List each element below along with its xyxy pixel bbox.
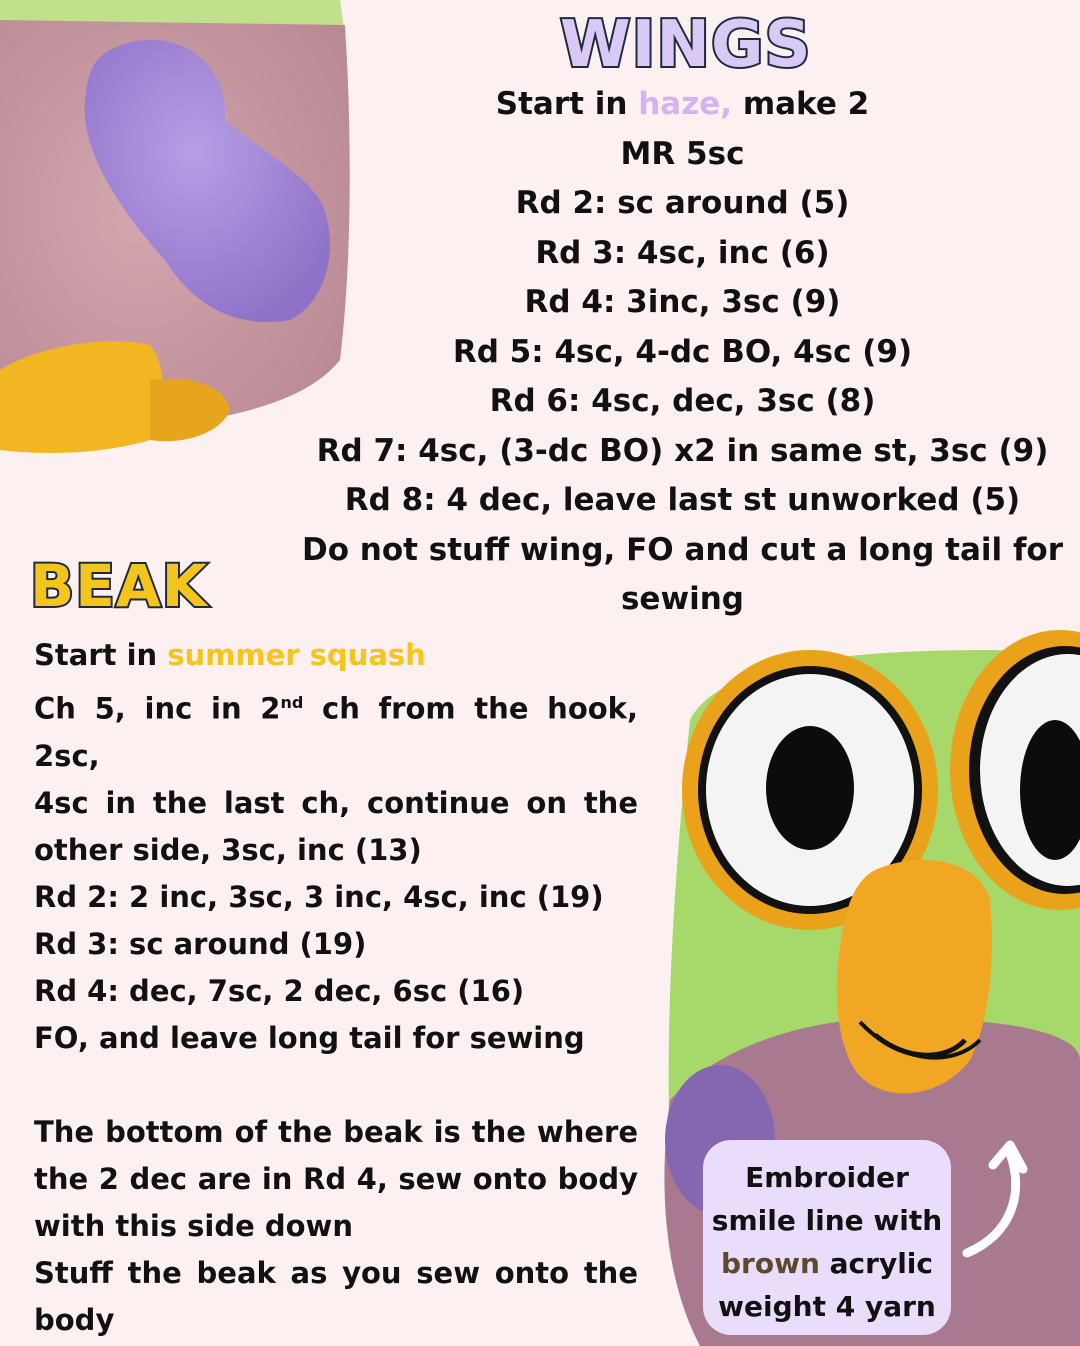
beak-note-line: The bottom of the beak is the where [34,1114,638,1149]
summer-squash-color-name: summer squash [167,638,426,672]
beak-chain-line: 4sc in the last ch, continue on the [34,785,638,820]
beak-chain-line: other side, 3sc, inc (13) [34,832,422,867]
beak-title: BEAK [30,552,208,620]
beak-note-line: the 2 dec are in Rd 4, sew onto body [34,1161,638,1196]
wings-round-line: Rd 7: 4sc, (3-dc BO) x2 in same st, 3sc (9) [316,432,1049,469]
wings-instructions [300,80,1065,625]
wings-round-line: Rd 4: 3inc, 3sc (9) [524,284,841,320]
wing-photo [0,0,350,460]
embroider-callout: Embroider smile line with brown acrylic weight 4 yarn [703,1140,951,1335]
curved-arrow-icon [955,1135,1035,1265]
haze-color-name: haze, [638,86,733,122]
wings-round-line: Rd 8: 4 dec, leave last st unworked (5) [344,482,1021,518]
beak-instructions [34,632,638,1344]
wings-round-line: Rd 5: 4sc, 4-dc BO, 4sc (9) [452,333,913,370]
wings-round-line: Rd 2: sc around (5) [515,185,850,221]
wings-start-line: Start in haze, make 2 [495,86,870,122]
beak-note-line: Stuff the beak as you sew onto the [34,1255,638,1290]
wings-finish-line: Do not stuff wing, FO and cut a long tail for sewing [301,531,1064,617]
beak-chain-line: Ch 5, inc in 2nd ch from the hook, 2sc, [34,691,638,773]
beak-note-line: with this side down [34,1208,353,1243]
beak-note-line: body [34,1302,115,1337]
beak-round-line: Rd 4: dec, 7sc, 2 dec, 6sc (16) [34,973,525,1008]
beak-round-line: Rd 2: 2 inc, 3sc, 3 inc, 4sc, inc (19) [34,879,604,914]
wings-round-line: Rd 6: 4sc, dec, 3sc (8) [489,383,876,419]
brown-color-name: brown [721,1247,820,1280]
beak-round-line: Rd 3: sc around (19) [34,926,367,961]
wings-round-line: Rd 3: 4sc, inc (6) [535,234,830,271]
beak-finish-line: FO, and leave long tail for sewing [34,1020,585,1055]
wings-round-line: MR 5sc [620,135,745,172]
beak-start-line: Start in summer squash [34,638,426,672]
wings-title: WINGS [560,8,812,82]
